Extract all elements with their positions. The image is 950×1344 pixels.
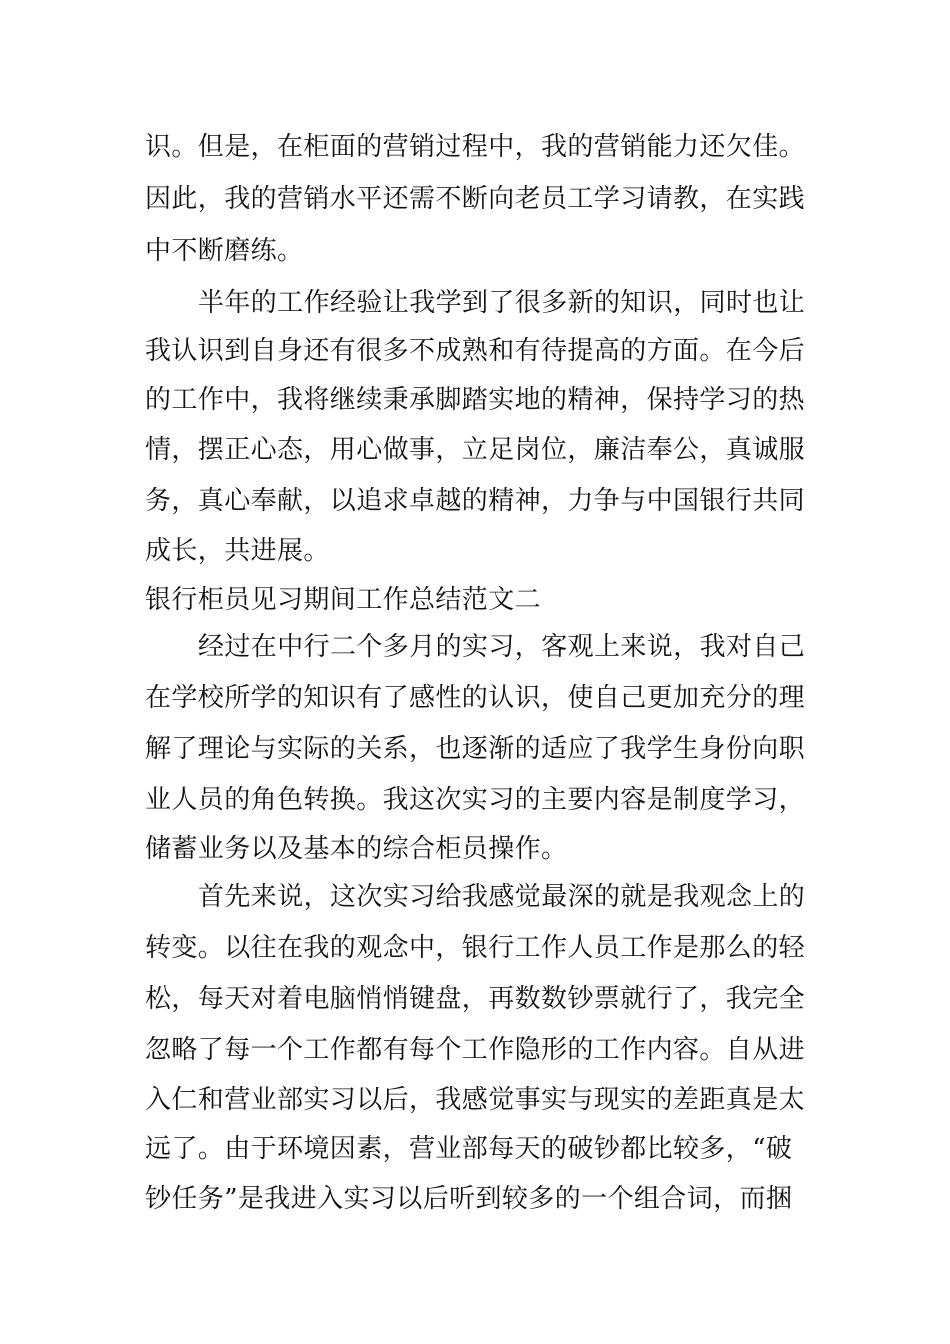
text-line: 识。但是，在柜面的营销过程中，我的营销能力还欠佳。 bbox=[145, 132, 806, 162]
text-line: 成长，共进展。 bbox=[145, 536, 330, 566]
text-line: 的工作中，我将继续秉承脚踏实地的精神，保持学习的热 bbox=[145, 385, 806, 415]
text-line: 松，每天对着电脑悄悄键盘，再数数钞票就行了，我完全 bbox=[145, 984, 806, 1014]
text-line: 业人员的角色转换。我这次实习的主要内容是制度学习， bbox=[145, 785, 806, 815]
text-line: 在学校所学的知识有了感性的认识，使自己更加充分的理 bbox=[145, 683, 806, 713]
text-line: 我认识到自身还有很多不成熟和有待提高的方面。在今后 bbox=[145, 336, 806, 366]
text-line: 半年的工作经验让我学到了很多新的知识，同时也让 bbox=[198, 288, 806, 318]
text-line: 入仁和营业部实习以后，我感觉事实与现实的差距真是太 bbox=[145, 1085, 806, 1115]
text-line: 储蓄业务以及基本的综合柜员操作。 bbox=[145, 834, 568, 864]
text-line: 钞任务”是我进入实习以后听到较多的一个组合词，而捆 bbox=[145, 1184, 793, 1214]
section-heading: 银行柜员见习期间工作总结范文二 bbox=[145, 585, 542, 615]
text-line: 中不断磨练。 bbox=[145, 236, 304, 266]
text-line: 远了。由于环境因素，营业部每天的破钞都比较多，“破 bbox=[145, 1134, 793, 1164]
text-line: 忽略了每一个工作都有每个工作隐形的工作内容。自从进 bbox=[145, 1035, 806, 1065]
text-line: 因此，我的营销水平还需不断向老员工学习请教，在实践 bbox=[145, 184, 806, 214]
text-line: 务，真心奉献，以追求卓越的精神，力争与中国银行共同 bbox=[145, 486, 806, 516]
text-line: 经过在中行二个多月的实习，客观上来说，我对自己 bbox=[198, 632, 806, 662]
text-line: 转变。以往在我的观念中，银行工作人员工作是那么的轻 bbox=[145, 933, 806, 963]
text-line: 解了理论与实际的关系，也逐渐的适应了我学生身份向职 bbox=[145, 734, 806, 764]
text-line: 情，摆正心态，用心做事，立足岗位，廉洁奉公，真诚服 bbox=[145, 435, 806, 465]
text-line: 首先来说，这次实习给我感觉最深的就是我观念上的 bbox=[198, 882, 806, 912]
